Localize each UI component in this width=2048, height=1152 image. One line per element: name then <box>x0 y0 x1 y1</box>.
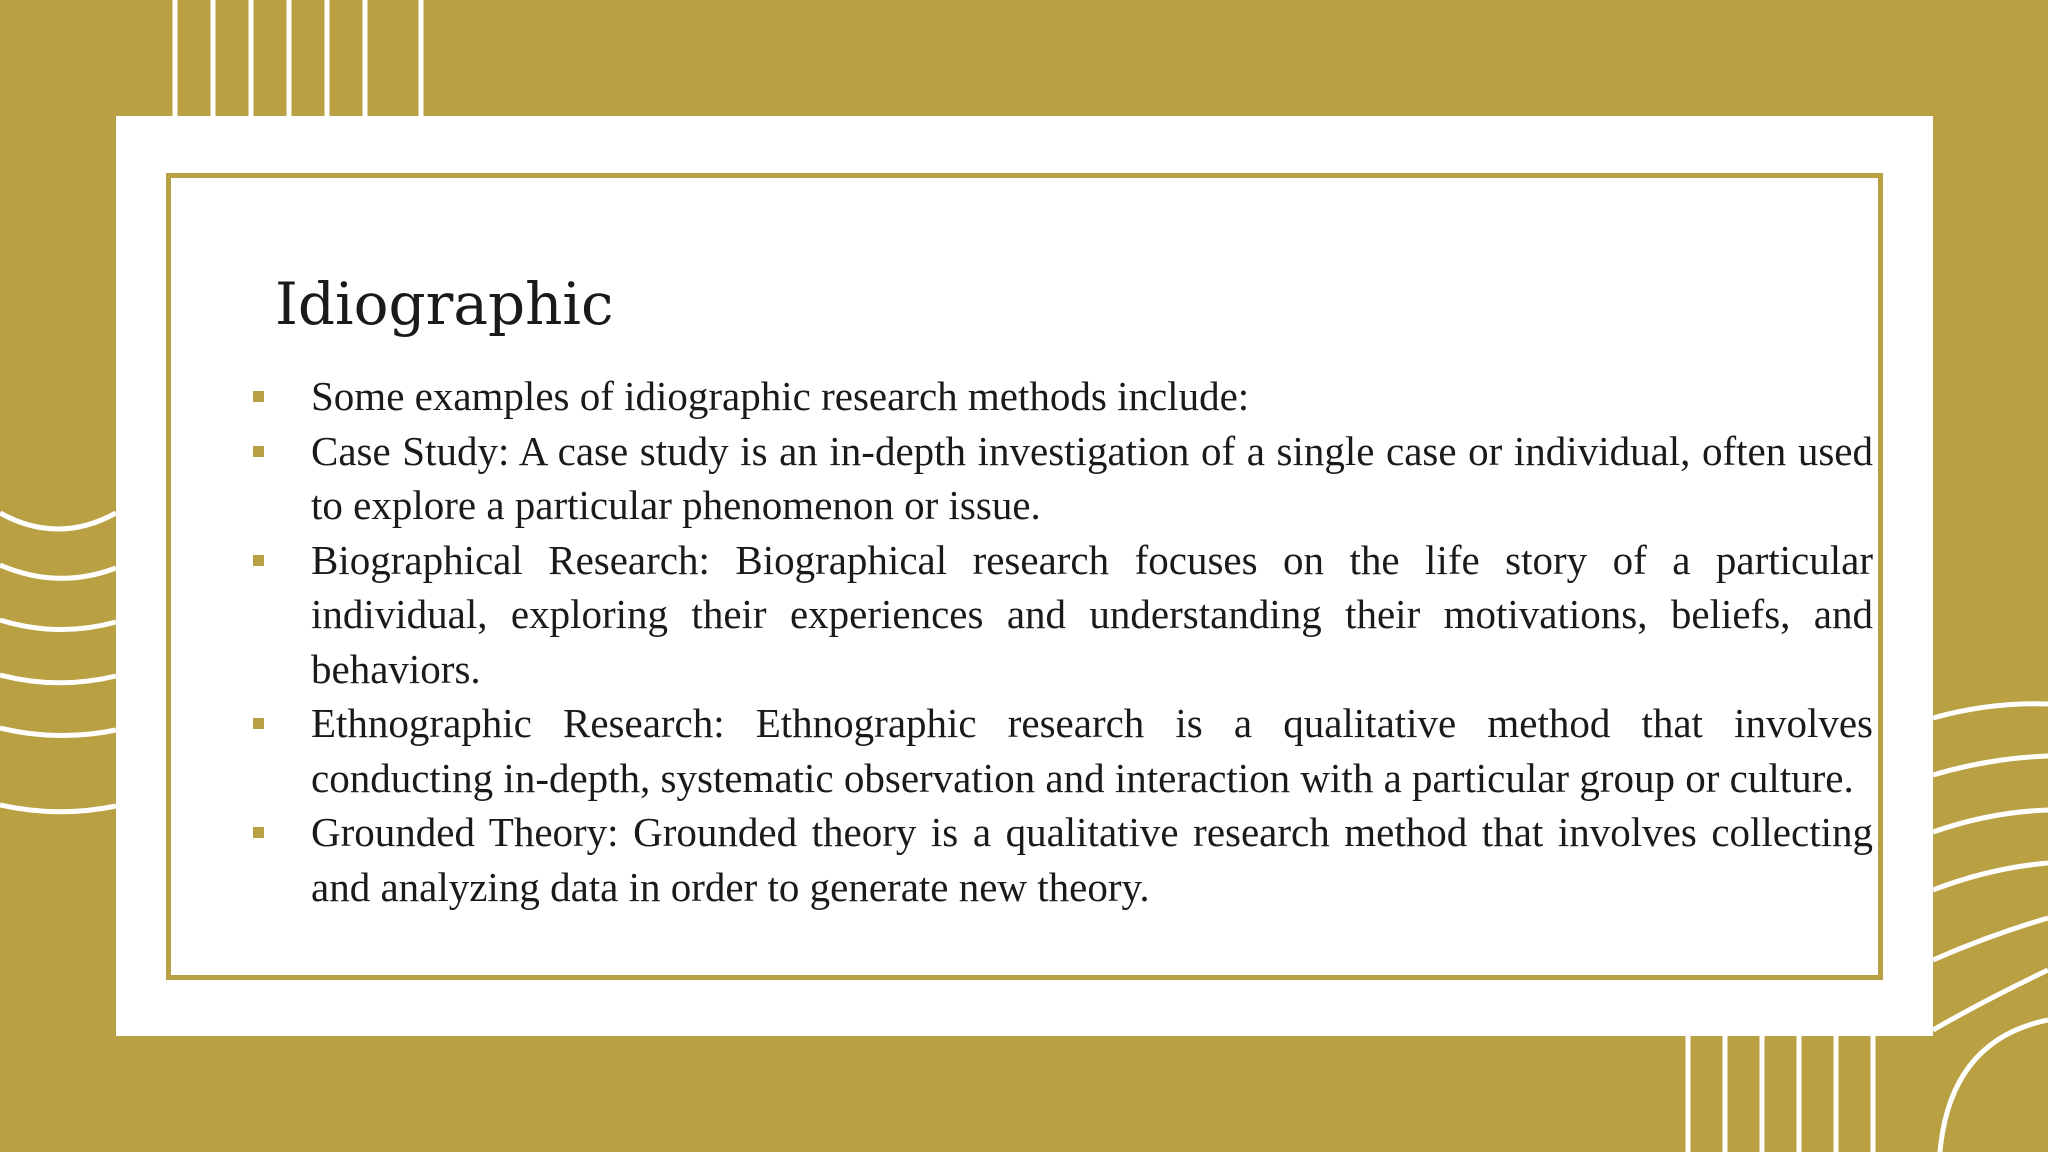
bullet-item <box>311 805 1873 914</box>
bullet-item <box>311 696 1873 805</box>
bullet-list <box>311 369 1873 914</box>
bullet-item <box>311 533 1873 697</box>
content-frame <box>166 173 1883 980</box>
content-card <box>116 116 1933 1036</box>
bullet-text: Case Study: A case study is an in-depth investigation of a single case or individual, often used to explore a particular phenomenon or issue. <box>311 427 1873 528</box>
bullet-text: Ethnographic Research: Ethnographic research is a qualitative method that involves conducting in-depth, systematic observation and interaction with a particular group or culture. <box>311 700 1873 801</box>
square-bullet-icon <box>253 391 264 402</box>
top-left-vertical-lines <box>175 0 421 116</box>
bullet-text: Some examples of idiographic research methods include: <box>311 373 1250 419</box>
square-bullet-icon <box>253 555 264 566</box>
slide-title: Idiographic <box>275 270 614 338</box>
left-arc-lines <box>0 513 116 812</box>
bullet-text: Grounded Theory: Grounded theory is a qualitative research method that involves collecting and analyzing data in order to generate new theory. <box>311 809 1873 910</box>
bullet-item <box>311 369 1873 424</box>
bottom-right-lines <box>1688 1020 2048 1152</box>
right-arc-lines <box>1933 704 2048 1030</box>
square-bullet-icon <box>253 446 264 457</box>
square-bullet-icon <box>253 718 264 729</box>
square-bullet-icon <box>253 827 264 838</box>
bullet-item <box>311 424 1873 533</box>
bullet-text: Biographical Research: Biographical research focuses on the life story of a particular individual, exploring their experiences and understanding their motivations, beliefs, and behaviors. <box>311 536 1873 692</box>
